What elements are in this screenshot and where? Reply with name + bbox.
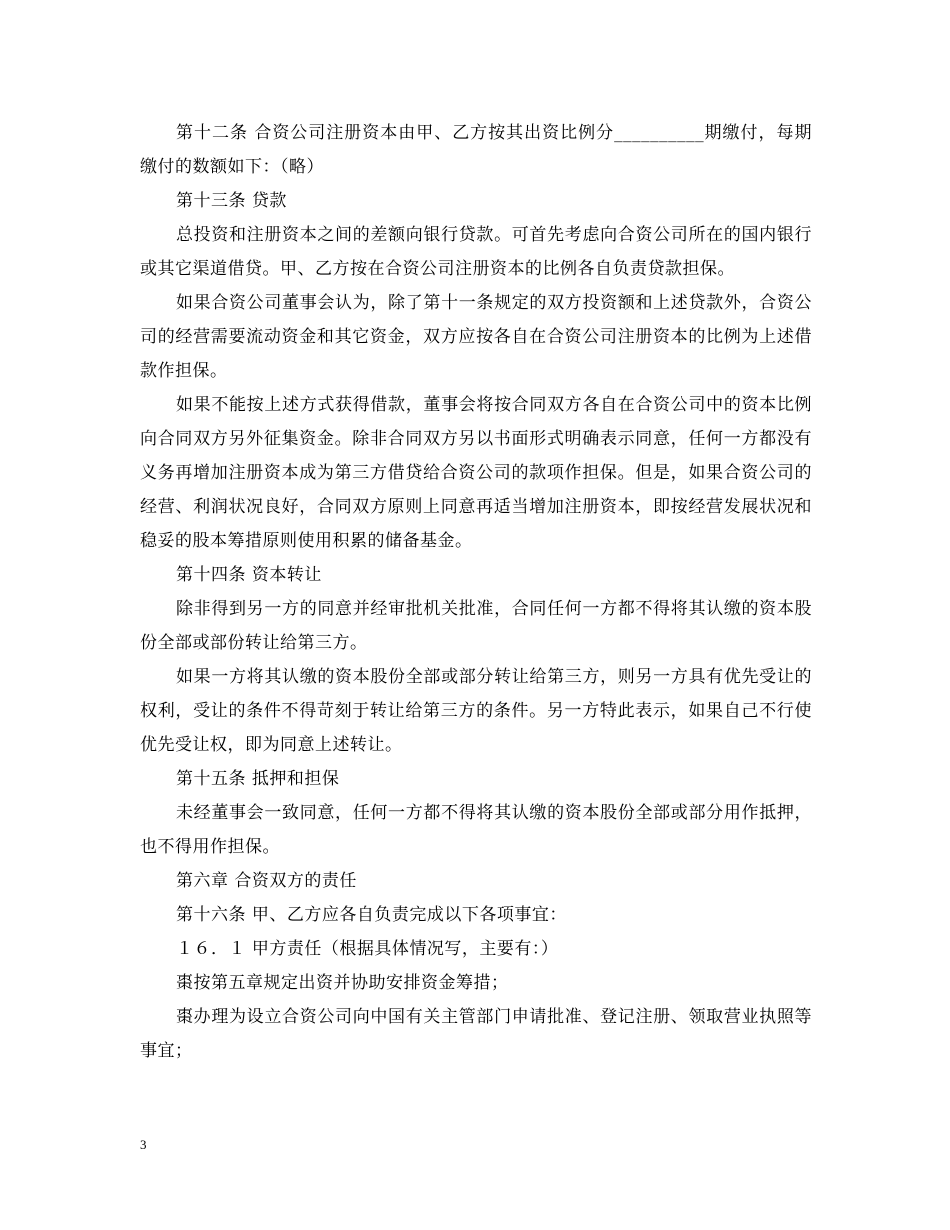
clause-13-paragraph-1: 总投资和注册资本之间的差额向银行贷款。可首先考虑向合资公司所在的国内银行或其它渠道借贷。甲、乙方按在合资公司注册资本的比例各自负责贷款担保。	[140, 225, 812, 279]
clause-13-heading: 第十三条 贷款	[176, 191, 287, 211]
party-a-duty-2: 棗办理为设立合资公司向中国有关主管部门申请批准、登记注册、领取营业执照等事宜；	[140, 1007, 812, 1061]
clause-13-paragraph-3: 如果不能按上述方式获得借款，董事会将按合同双方各自在合资公司中的资本比例向合同双方另外征集资金。除非合同双方另以书面形式明确表示同意，任何一方都没有义务再增加注册资本成为第三方借贷给合资公司的款项作担保。但是，如果合资公司的经营、利润状况良好，合同双方原则上同意再适当增加注册资本，即按经营发展状况和稳妥的股本筹措原则使用积累的储备基金。	[140, 395, 812, 551]
party-a-duty-1: 棗按第五章规定出资并协助安排资金筹措；	[176, 973, 509, 993]
page-number: 3	[140, 1137, 147, 1152]
clause-14-heading: 第十四条 资本转让	[176, 565, 322, 585]
clause-16-heading: 第十六条 甲、乙方应各自负责完成以下各项事宜：	[176, 905, 567, 925]
clause-14-paragraph-2: 如果一方将其认缴的资本股份全部或部分转让给第三方，则另一方具有优先受让的权利，受让的条件不得苛刻于转让给第三方的条件。另一方特此表示，如果自己不行使优先受让权，即为同意上述转让。	[140, 667, 812, 755]
clause-16-1-heading: １６．１ 甲方责任（根据具体情况写，主要有：）	[176, 939, 559, 959]
clause-14-paragraph-1: 除非得到另一方的同意并经审批机关批准，合同任何一方都不得将其认缴的资本股份全部或部份转让给第三方。	[140, 599, 812, 653]
clause-13-paragraph-2: 如果合资公司董事会认为，除了第十一条规定的双方投资额和上述贷款外，合资公司的经营需要流动资金和其它资金，双方应按各自在合资公司注册资本的比例为上述借款作担保。	[140, 293, 812, 381]
chapter-6-heading: 第六章 合资双方的责任	[176, 871, 357, 891]
clause-15-paragraph-1: 未经董事会一致同意，任何一方都不得将其认缴的资本股份全部或部分用作抵押，也不得用作担保。	[140, 803, 812, 857]
clause-15-heading: 第十五条 抵押和担保	[176, 769, 340, 789]
clause-12-text: 第十二条 合资公司注册资本由甲、乙方按其出资比例分__________期缴付，每期缴付的数额如下：（略）	[140, 123, 812, 177]
